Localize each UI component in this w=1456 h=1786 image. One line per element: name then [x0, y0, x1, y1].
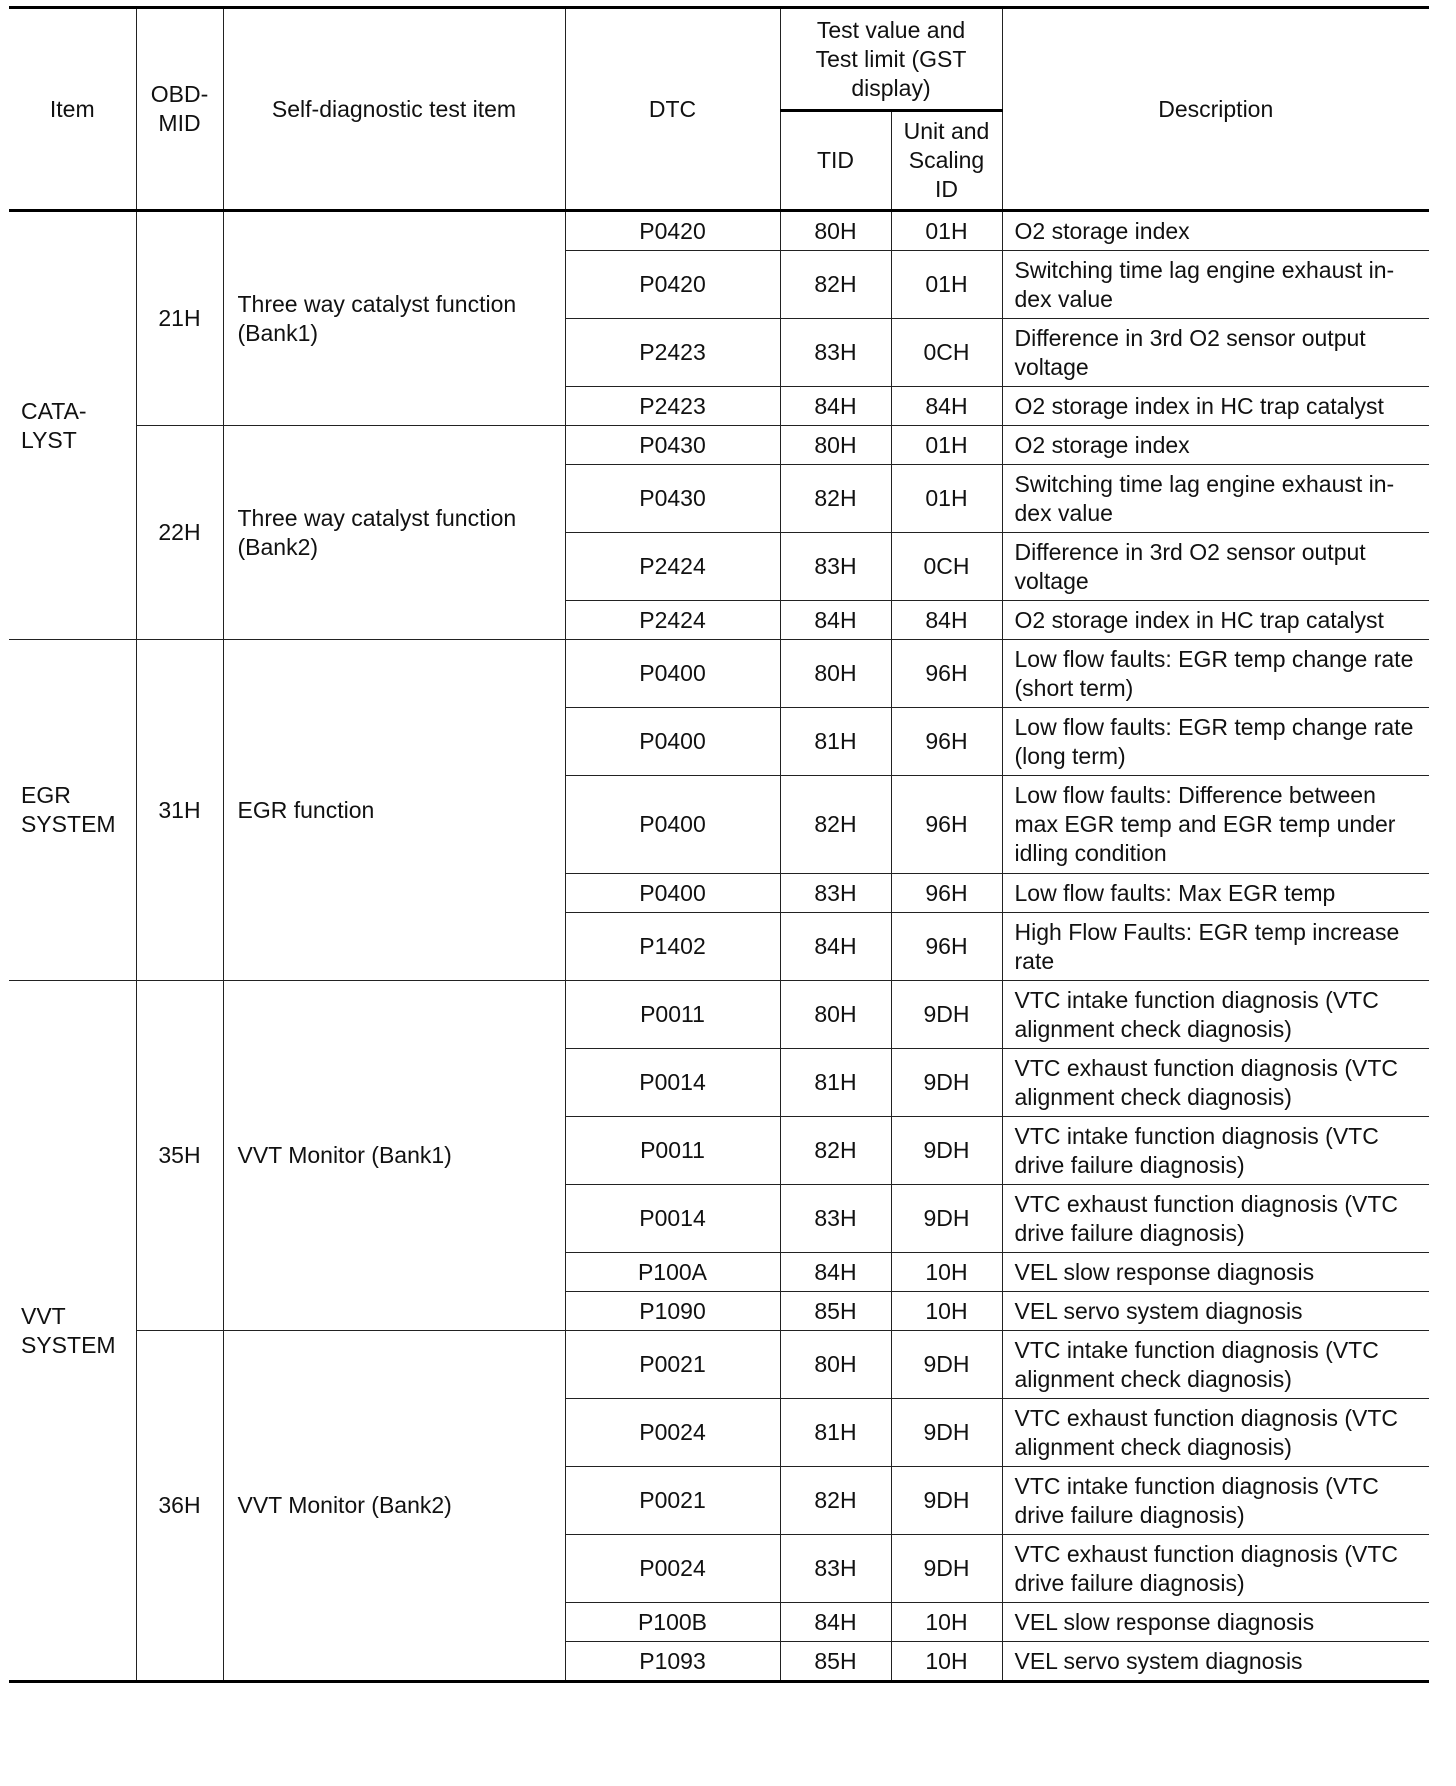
obd-mid-31h: 31H: [136, 640, 223, 981]
obd-mid-21h: 21H: [136, 211, 223, 426]
dtc-cell: P0024: [565, 1535, 780, 1603]
unit-cell: 9DH: [891, 1467, 1002, 1535]
description-cell: High Flow Faults: EGR temp increase rate: [1002, 913, 1429, 981]
description-cell: VTC intake function diagnosis (VTC drive failure diagnosis): [1002, 1117, 1429, 1185]
header-item: Item: [9, 8, 136, 211]
tid-cell: 80H: [780, 1331, 891, 1399]
unit-cell: 96H: [891, 874, 1002, 913]
dtc-cell: P0430: [565, 426, 780, 465]
description-cell: VTC intake function diagnosis (VTC drive failure diagnosis): [1002, 1467, 1429, 1535]
tid-cell: 83H: [780, 1185, 891, 1253]
dtc-cell: P0014: [565, 1049, 780, 1117]
table-row: [9, 640, 1429, 708]
tid-cell: 84H: [780, 1253, 891, 1292]
description-cell: Low flow faults: EGR temp change rate (short term): [1002, 640, 1429, 708]
unit-cell: 9DH: [891, 1535, 1002, 1603]
dtc-cell: P100B: [565, 1603, 780, 1642]
tid-cell: 83H: [780, 319, 891, 387]
unit-cell: 9DH: [891, 1117, 1002, 1185]
test-item-bank2-catalyst: Three way catalyst function (Bank2): [223, 426, 565, 640]
description-cell: VTC exhaust function diagnosis (VTC alignment check diagnosis): [1002, 1399, 1429, 1467]
unit-cell: 96H: [891, 776, 1002, 874]
tid-cell: 81H: [780, 1049, 891, 1117]
tid-cell: 80H: [780, 426, 891, 465]
unit-cell: 9DH: [891, 1185, 1002, 1253]
dtc-cell: P0400: [565, 776, 780, 874]
description-cell: VEL slow response diagnosis: [1002, 1603, 1429, 1642]
table-body: [9, 211, 1429, 1682]
description-cell: VTC intake function diagnosis (VTC alignment check diagnosis): [1002, 1331, 1429, 1399]
dtc-cell: P0014: [565, 1185, 780, 1253]
unit-cell: 10H: [891, 1292, 1002, 1331]
obd-test-table: [9, 6, 1429, 1683]
dtc-cell: P2424: [565, 533, 780, 601]
description-cell: Difference in 3rd O2 sensor output voltage: [1002, 533, 1429, 601]
header-tid: TID: [780, 111, 891, 211]
dtc-cell: P0021: [565, 1331, 780, 1399]
unit-cell: 01H: [891, 211, 1002, 251]
description-cell: Difference in 3rd O2 sensor output voltage: [1002, 319, 1429, 387]
tid-cell: 80H: [780, 981, 891, 1049]
description-cell: VTC intake function diagnosis (VTC alignment check diagnosis): [1002, 981, 1429, 1049]
description-cell: O2 storage index: [1002, 426, 1429, 465]
description-cell: Switching time lag engine exhaust in-dex value: [1002, 251, 1429, 319]
obd-mid-36h: 36H: [136, 1331, 223, 1682]
dtc-cell: P2424: [565, 601, 780, 640]
tid-cell: 80H: [780, 211, 891, 251]
dtc-cell: P1093: [565, 1642, 780, 1682]
dtc-cell: P100A: [565, 1253, 780, 1292]
unit-cell: 10H: [891, 1253, 1002, 1292]
table-row: [9, 1331, 1429, 1399]
table-row: [9, 211, 1429, 251]
dtc-cell: P0430: [565, 465, 780, 533]
unit-cell: 0CH: [891, 319, 1002, 387]
dtc-cell: P0024: [565, 1399, 780, 1467]
unit-cell: 96H: [891, 708, 1002, 776]
tid-cell: 84H: [780, 387, 891, 426]
unit-cell: 9DH: [891, 1331, 1002, 1399]
description-cell: VEL servo system diagnosis: [1002, 1642, 1429, 1682]
unit-cell: 10H: [891, 1642, 1002, 1682]
description-cell: VEL servo system diagnosis: [1002, 1292, 1429, 1331]
dtc-cell: P1402: [565, 913, 780, 981]
dtc-cell: P0011: [565, 1117, 780, 1185]
tid-cell: 80H: [780, 640, 891, 708]
header-unit-scaling-id: Unit and Scaling ID: [891, 111, 1002, 211]
tid-cell: 83H: [780, 874, 891, 913]
tid-cell: 82H: [780, 776, 891, 874]
unit-cell: 01H: [891, 426, 1002, 465]
description-cell: O2 storage index in HC trap catalyst: [1002, 387, 1429, 426]
unit-cell: 10H: [891, 1603, 1002, 1642]
description-cell: VTC exhaust function diagnosis (VTC drive failure diagnosis): [1002, 1185, 1429, 1253]
unit-cell: 96H: [891, 913, 1002, 981]
tid-cell: 82H: [780, 465, 891, 533]
tid-cell: 81H: [780, 1399, 891, 1467]
tid-cell: 81H: [780, 708, 891, 776]
tid-cell: 83H: [780, 1535, 891, 1603]
dtc-cell: P0400: [565, 708, 780, 776]
document-page: [9, 6, 1429, 1683]
test-item-bank1-catalyst: Three way catalyst function (Bank1): [223, 211, 565, 426]
description-cell: VEL slow response diagnosis: [1002, 1253, 1429, 1292]
unit-cell: 9DH: [891, 981, 1002, 1049]
dtc-cell: P1090: [565, 1292, 780, 1331]
header-description: Description: [1002, 8, 1429, 211]
test-item-vvt-bank1: VVT Monitor (Bank1): [223, 981, 565, 1331]
header-obd-mid-line1: OBD-: [150, 81, 209, 107]
description-cell: VTC exhaust function diagnosis (VTC alignment check diagnosis): [1002, 1049, 1429, 1117]
unit-cell: 0CH: [891, 533, 1002, 601]
description-cell: Low flow faults: EGR temp change rate (long term): [1002, 708, 1429, 776]
table-row: [9, 981, 1429, 1049]
obd-mid-22h: 22H: [136, 426, 223, 640]
tid-cell: 85H: [780, 1292, 891, 1331]
unit-cell: 01H: [891, 251, 1002, 319]
tid-cell: 84H: [780, 601, 891, 640]
header-obd-mid-line2: MID: [158, 110, 201, 136]
tid-cell: 84H: [780, 913, 891, 981]
dtc-cell: P0400: [565, 874, 780, 913]
tid-cell: 84H: [780, 1603, 891, 1642]
dtc-cell: P0400: [565, 640, 780, 708]
dtc-cell: P2423: [565, 387, 780, 426]
unit-cell: 84H: [891, 387, 1002, 426]
description-cell: Low flow faults: Difference between max EGR temp and EGR temp under idling condition: [1002, 776, 1429, 874]
tid-cell: 82H: [780, 1467, 891, 1535]
table-row: [9, 426, 1429, 465]
description-cell: Low flow faults: Max EGR temp: [1002, 874, 1429, 913]
dtc-cell: P0021: [565, 1467, 780, 1535]
tid-cell: 82H: [780, 1117, 891, 1185]
tid-cell: 85H: [780, 1642, 891, 1682]
header-obd-mid: [136, 8, 223, 211]
obd-mid-35h: 35H: [136, 981, 223, 1331]
item-catalyst: CATA-LYST: [9, 211, 136, 640]
description-cell: O2 storage index in HC trap catalyst: [1002, 601, 1429, 640]
description-cell: Switching time lag engine exhaust in-dex value: [1002, 465, 1429, 533]
dtc-cell: P2423: [565, 319, 780, 387]
unit-cell: 9DH: [891, 1399, 1002, 1467]
item-vvt-system: VVT SYSTEM: [9, 981, 136, 1682]
unit-cell: 84H: [891, 601, 1002, 640]
header-test-item: Self-diagnostic test item: [223, 8, 565, 211]
item-egr-system: EGR SYSTEM: [9, 640, 136, 981]
table-header: [9, 8, 1429, 211]
dtc-cell: P0420: [565, 211, 780, 251]
test-item-egr-function: EGR function: [223, 640, 565, 981]
description-cell: O2 storage index: [1002, 211, 1429, 251]
unit-cell: 9DH: [891, 1049, 1002, 1117]
description-cell: VTC exhaust function diagnosis (VTC drive failure diagnosis): [1002, 1535, 1429, 1603]
unit-cell: 01H: [891, 465, 1002, 533]
dtc-cell: P0420: [565, 251, 780, 319]
unit-cell: 96H: [891, 640, 1002, 708]
dtc-cell: P0011: [565, 981, 780, 1049]
header-test-value: Test value and Test limit (GST display): [780, 8, 1002, 111]
test-item-vvt-bank2: VVT Monitor (Bank2): [223, 1331, 565, 1682]
tid-cell: 83H: [780, 533, 891, 601]
tid-cell: 82H: [780, 251, 891, 319]
header-dtc: DTC: [565, 8, 780, 211]
